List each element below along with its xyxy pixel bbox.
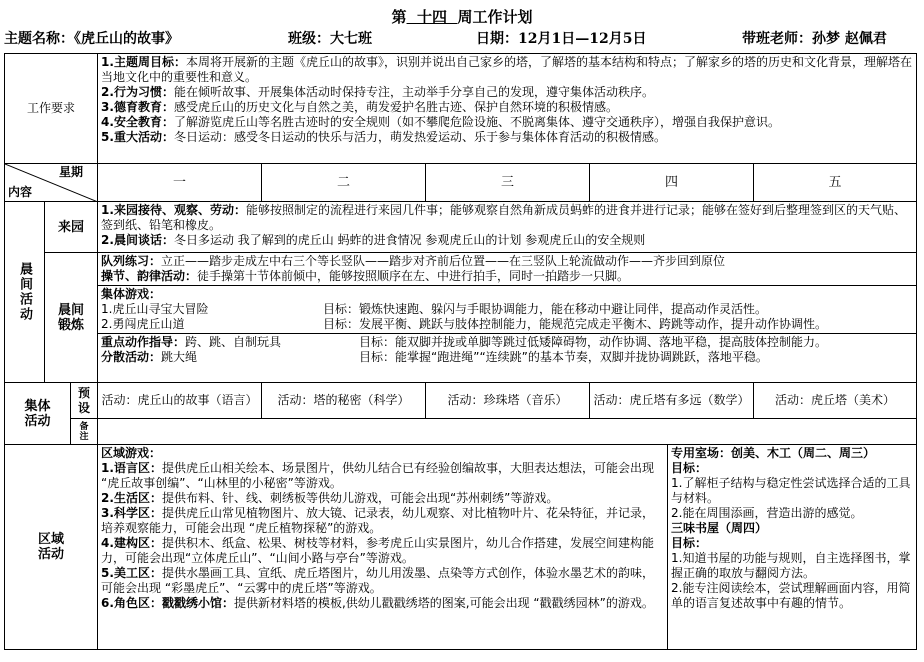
room1-goal-1: 1.了解柜子结构与稳定性尝试选择合适的工具与材料。	[671, 476, 911, 505]
collective-label: 集体活动	[5, 383, 71, 445]
area-item-5: 5.美工区：提供水墨画工具、宣纸、虎丘塔图片，幼儿用泼墨、点染等方式创作，体验水墨艺术的韵味，可能会出现 “彩墨虎丘”、“云雾中的虎丘塔”等游戏。	[101, 566, 654, 595]
weekday-corner	[5, 164, 98, 202]
room1-goal-2: 2.能在周围添画，营造出游的感觉。	[671, 506, 863, 520]
notes-content	[98, 419, 917, 445]
arrival-line-1: 1.来园接待、观察、劳动：能够按照制定的流程进行来园几件事；能够观察自然角新成员蚂蚱的进食并进行记录；能够在签好到后整理签到区的天气贴、签到纸、铅笔和橡皮。	[101, 203, 906, 232]
requirements-label: 工作要求	[5, 54, 98, 164]
day-thu: 四	[590, 164, 754, 202]
exercise-label: 晨间锻炼	[45, 253, 98, 383]
area-item-1: 1.语言区：提供虎丘山相关绘本、场景图片，供幼儿结合已有经验创编故事，大胆表达想法，可能会出现 “虎丘故事创编”、“山林里的小秘密”等游戏。	[101, 461, 654, 490]
weekly-plan-table	[4, 53, 917, 650]
arrival-content	[98, 202, 917, 253]
day-mon: 一	[98, 164, 262, 202]
activity-mon: 活动：虎丘山的故事（语言）	[98, 383, 262, 419]
preset-label: 预设	[71, 383, 98, 419]
area-item-6: 6.角色区：戳戳绣小馆：提供新材料塔的模板,供幼儿戳戳绣塔的图案,可能会出现 “戳戳绣园林”的游戏。	[101, 596, 654, 610]
area-special-rooms	[668, 445, 917, 650]
page-title: 第 十四 周工作计划	[391, 8, 533, 26]
area-item-3: 3.科学区：提供虎丘山常见植物图片、放大镜、记录表，幼儿观察、对比植物叶片、花朵特征，并记录，培养观察能力，可能会出现 “虎丘植物探秘”的游戏。	[101, 506, 654, 535]
room1-goal-head: 目标：	[671, 461, 708, 475]
class-name: 班级：大七班	[288, 31, 372, 47]
req-item-5: 5.重大活动：冬日运动：感受冬日运动的快乐与活力，萌发热爱运动、乐于参与集体体育活动的积极情感。	[101, 130, 666, 144]
focus-block	[98, 334, 916, 366]
requirements-content	[98, 54, 917, 164]
focus-line: 重点动作指导：跨、跳、自制玩具 目标：能双脚并拢或单脚等跳过低矮障碍物，动作协调、落地平稳，提高肢体控制能力。	[101, 335, 828, 349]
day-fri: 五	[754, 164, 917, 202]
area-games-head: 区域游戏：	[101, 446, 162, 460]
games-head: 集体游戏：	[101, 287, 162, 301]
req-item-4: 4.安全教育：了解游览虎丘山等名胜古迹时的安全规则（如不攀爬危险设施、不脱离集体、遵守交通秩序），增强自我保护意识。	[101, 115, 780, 129]
games-block	[98, 286, 916, 334]
area-item-4: 4.建构区：提供积木、纸盒、松果、树枝等材料，参考虎丘山实景图片，幼儿合作搭建，发展空间建构能力，可能会出现“立体虎丘山”、“山间小路与亭台”等游戏。	[101, 536, 654, 565]
corner-content-label: 内容	[8, 185, 33, 199]
arrival-label: 来园	[45, 202, 98, 253]
day-wed: 三	[426, 164, 590, 202]
queue-line: 队列练习：立正——踏步走成左中右三个等长竖队——踏步对齐前后位置——在三竖队上轮流做动作——齐步回到原位	[101, 254, 726, 268]
exercise-content	[98, 253, 917, 383]
activity-tue: 活动：塔的秘密（科学）	[262, 383, 426, 419]
week-number: 十四	[416, 8, 447, 26]
room1-head: 专用室场：创美、木工（周二、周三）	[671, 446, 876, 460]
req-item-2: 2.行为习惯：能在倾听故事、开展集体活动时保持专注，主动举手分享自己的发现，遵守集体活动秩序。	[101, 85, 654, 99]
notes-label: 备注	[71, 419, 98, 445]
day-tue: 二	[262, 164, 426, 202]
area-label: 区域活动	[5, 445, 98, 650]
room2-goal-1: 1.知道书屋的功能与规则，自主选择图书，掌握正确的取放与翻阅方法。	[671, 551, 911, 580]
arrival-line-2: 2.晨间谈话：冬日多运动 我了解到的虎丘山 蚂蚱的进食情况 参观虎丘山的计划 参观虎丘山的安全规则	[101, 233, 646, 247]
activity-thu: 活动：虎丘塔有多远（数学）	[590, 383, 754, 419]
activity-wed: 活动：珍珠塔（音乐）	[426, 383, 590, 419]
game-2: 2.勇闯虎丘山道 目标：发展平衡、跳跃与肢体控制能力，能规范完成走平衡木、跨跳等动作，提升动作协调性。	[101, 317, 828, 331]
teachers: 带班老师：孙梦 赵佩君	[742, 31, 887, 47]
game-1: 1.虎丘山寻宝大冒险 目标：锻炼快速跑、躲闪与手眼协调能力，能在移动中避让同伴，提高动作灵活性。	[101, 302, 768, 316]
corner-weekday-label: 星期	[59, 165, 84, 179]
room2-goal-2: 2.能专注阅读绘本，尝试理解画面内容，用简单的语言复述故事中有趣的情节。	[671, 581, 911, 610]
queue-rhythm-block	[98, 253, 916, 286]
req-item-1: 1.主题周目标：本周将开展新的主题《虎丘山的故事》，识别并说出自己家乡的塔，了解塔的基本结构和特点；了解家乡的塔的历史和文化背景，理解塔在当地文化中的重要性和意义。	[101, 55, 912, 84]
date-range: 日期：12月1日—12月5日	[476, 31, 647, 47]
room2-goal-head: 目标：	[671, 536, 708, 550]
req-item-3: 3.德育教育：感受虎丘山的历史文化与自然之美，萌发爱护名胜古迹、保护自然环境的积极情感。	[101, 100, 618, 114]
scatter-line: 分散活动：跳大绳 目标：能掌握“跑进绳”“连续跳”的基本节奏，双脚并拢协调跳跃，落地平稳。	[101, 350, 768, 364]
area-item-2: 2.生活区：提供布料、针、线、刺绣板等供幼儿游戏，可能会出现“苏州刺绣”等游戏。	[101, 491, 559, 505]
room2-head: 三味书屋（周四）	[671, 521, 768, 535]
morning-label: 晨间活动	[5, 202, 45, 383]
header-meta	[4, 29, 920, 49]
rhythm-line: 操节、韵律活动：徒手操第十节体前倾中，能够按照顺序在左、中进行拍手，同时一拍踏步一只脚。	[101, 269, 630, 283]
activity-fri: 活动：虎丘塔（美术）	[754, 383, 917, 419]
theme-name: 主题名称：《虎丘山的故事》	[4, 31, 179, 47]
area-games	[98, 445, 668, 650]
